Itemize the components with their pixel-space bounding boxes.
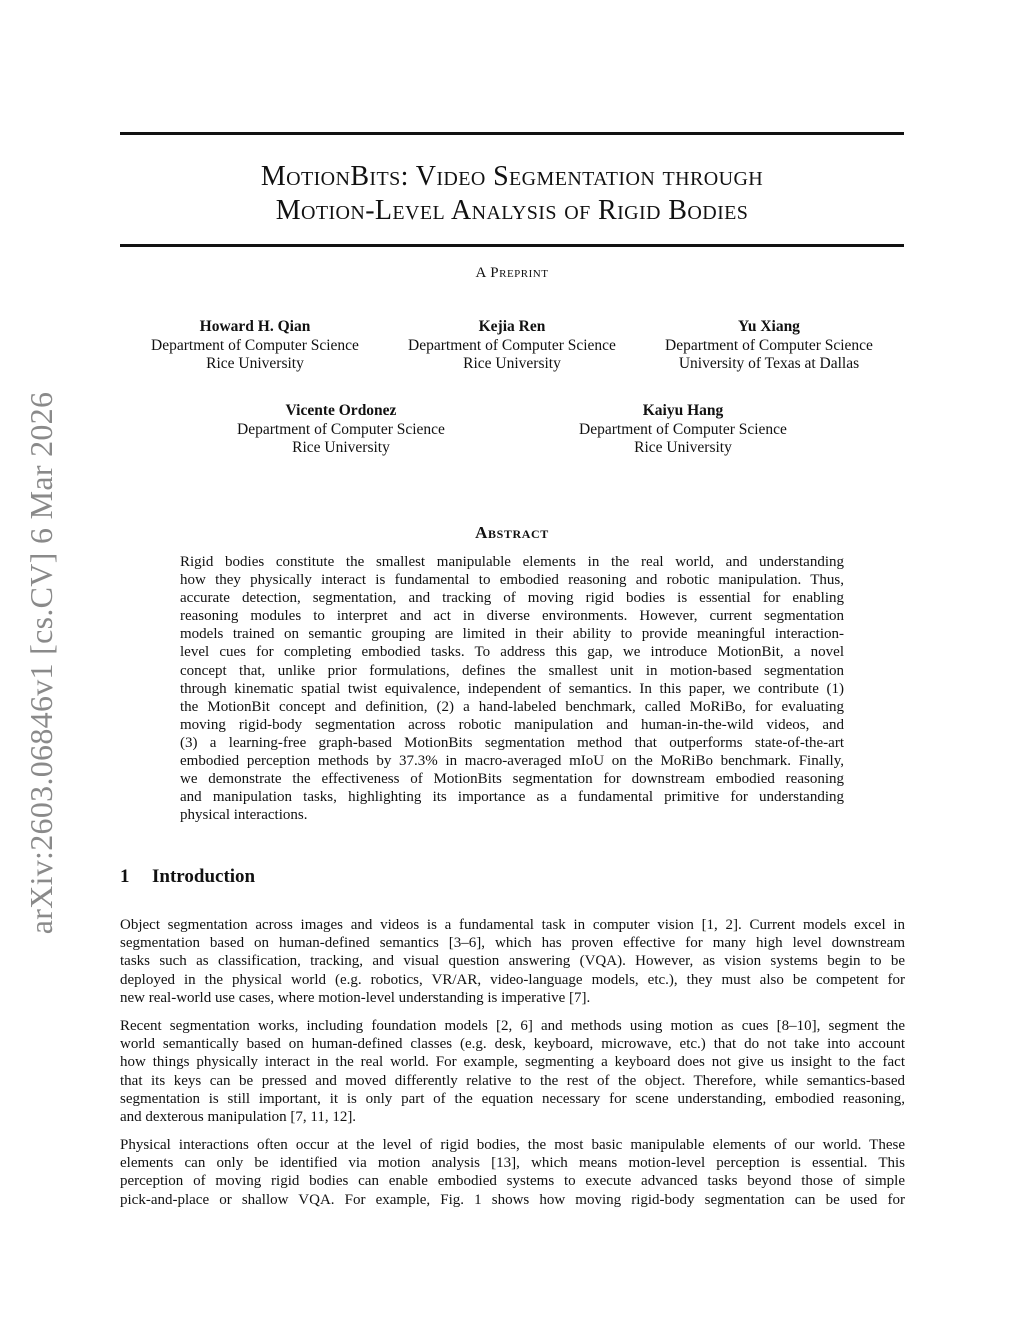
author-block — [644, 318, 894, 374]
abstract-line: through kinematic spatial twist equivalence, independent of semantics. In this paper, we contribute (1) — [180, 680, 844, 697]
paragraph-line: how things physically interact in the real world. For example, segmenting a keyboard does not give us insight to the fact — [120, 1054, 905, 1071]
paragraph-line: segmentation is still important, it is only part of the equation necessary for scene understanding, embodied reasoning, — [120, 1090, 905, 1107]
paragraph-line: new real-world use cases, where motion-level understanding is imperative [7]. — [120, 989, 591, 1006]
author-name: Kaiyu Hang — [642, 402, 724, 419]
abstract-line: how they physically interact is fundamental to embodied reasoning and robotic manipulation. Thus, — [180, 572, 844, 589]
section-heading — [120, 866, 255, 888]
paragraph-line: segmentation based on human-defined semantics [3–6], which has proven effective for many high level downstream — [120, 935, 905, 952]
paper-title — [120, 160, 904, 228]
intro-paragraph-1 — [120, 916, 905, 1007]
author-department: Department of Computer Science — [408, 336, 616, 354]
author-department: Department of Computer Science — [151, 336, 359, 354]
abstract-line: Rigid bodies constitute the smallest manipulable elements in the real world, and understanding — [180, 554, 844, 570]
paragraph-line: world semantically based on human-defined classes (e.g. desk, keyboard, microwave, etc.) that do not take into account — [120, 1036, 905, 1053]
paragraph-line: and dexterous manipulation [7, 11, 12]. — [120, 1109, 357, 1126]
intro-paragraph-2 — [120, 1017, 905, 1126]
section-number: 1 — [120, 866, 130, 887]
author-affiliation: Rice University — [292, 439, 390, 456]
section-title: Introduction — [152, 866, 256, 887]
abstract-line: models trained on semantic grouping are limited in their ability to provide meaningful interaction- — [180, 626, 844, 643]
paper-title-line-2: Motion-Level Analysis of Rigid Bodies — [275, 195, 749, 226]
abstract-line: moving rigid-body segmentation across robotic manipulation and human-in-the-wild videos, and — [180, 716, 844, 733]
preprint-label: A Preprint — [475, 265, 549, 281]
paragraph-line: elements can only be identified via motion analysis [13], which means motion-level perception is essential. This — [120, 1155, 905, 1172]
paragraph-line: tasks such as classification, tracking, and visual question answering (VQA). However, as vision systems begin to be — [120, 953, 905, 970]
abstract-line: level cues for completing embodied tasks. To address this gap, we introduce MotionBit, a novel — [180, 644, 844, 661]
author-name: Howard H. Qian — [199, 318, 311, 335]
paragraph-line: Object segmentation across images and videos is a fundamental task in computer vision [1, 2]. Current models excel in — [120, 917, 905, 933]
paragraph-line: deployed in the physical world (e.g. robotics, VR/AR, video-language models, etc.), they must also be competent for — [120, 971, 905, 988]
author-affiliation: Rice University — [634, 439, 732, 456]
intro-paragraph-3 — [120, 1136, 905, 1209]
paper-title-line-1: MotionBits: Video Segmentation through — [260, 161, 764, 192]
abstract-line: physical interactions. — [180, 807, 308, 824]
paragraph-line: Physical interactions often occur at the level of rigid bodies, the most basic manipulable elements of our world. These — [120, 1137, 905, 1153]
abstract-line: concept that, unlike prior formulations, defines the smallest unit in motion-based segmentation — [180, 662, 844, 679]
author-department: Department of Computer Science — [579, 420, 787, 438]
paragraph-line: pick-and-place or shallow VQA. For example, Fig. 1 shows how moving rigid-body segmentation can be used for — [120, 1191, 905, 1208]
abstract-line: and manipulation tasks, highlighting its importance as a fundamental primitive for understanding — [180, 789, 844, 806]
author-name: Kejia Ren — [478, 318, 546, 335]
author-affiliation: Rice University — [206, 355, 304, 372]
abstract-line: we demonstrate the effectiveness of MotionBits segmentation for downstream embodied reasoning — [180, 771, 844, 788]
title-top-rule — [120, 132, 904, 135]
author-name: Vicente Ordonez — [285, 402, 397, 419]
abstract-body — [180, 553, 844, 824]
author-affiliation: Rice University — [463, 355, 561, 372]
abstract-line: reasoning modules to interpret and act in diverse environments. However, current segmentation — [180, 608, 844, 625]
abstract-line: accurate detection, segmentation, and tracking of moving rigid bodies is essential for enabling — [180, 590, 844, 607]
author-name: Yu Xiang — [738, 318, 800, 335]
abstract-line: (3) a learning-free graph-based MotionBits segmentation method that outperforms state-of-the-art — [180, 734, 844, 751]
abstract-line: embodied perception methods by 37.3% in macro-averaged mIoU on the MoRiBo benchmark. Finally, — [180, 753, 844, 770]
author-block — [130, 318, 380, 374]
author-affiliation: University of Texas at Dallas — [678, 355, 860, 372]
author-department: Department of Computer Science — [665, 336, 873, 354]
title-bottom-rule — [120, 244, 904, 247]
paragraph-line: perception of moving rigid bodies can enable embodied systems to execute advanced tasks beyond those of simple — [120, 1173, 905, 1190]
paragraph-line: Recent segmentation works, including foundation models [2, 6] and methods using motion as cues [8–10], segment the — [120, 1018, 905, 1034]
author-block — [216, 402, 466, 458]
author-block — [558, 402, 808, 458]
author-block — [387, 318, 637, 374]
paragraph-line: that its keys can be pressed and moved differently relative to the rest of the object. Therefore, while semantics-based — [120, 1072, 905, 1089]
abstract-heading: Abstract — [475, 523, 549, 542]
abstract-line: the MotionBit concept and definition, (2) a hand-labeled benchmark, called MoRiBo, for evaluating — [180, 698, 844, 715]
author-department: Department of Computer Science — [237, 420, 445, 438]
arxiv-identifier: arXiv:2603.06846v1 [cs.CV] 6 Mar 2026 — [23, 391, 59, 935]
